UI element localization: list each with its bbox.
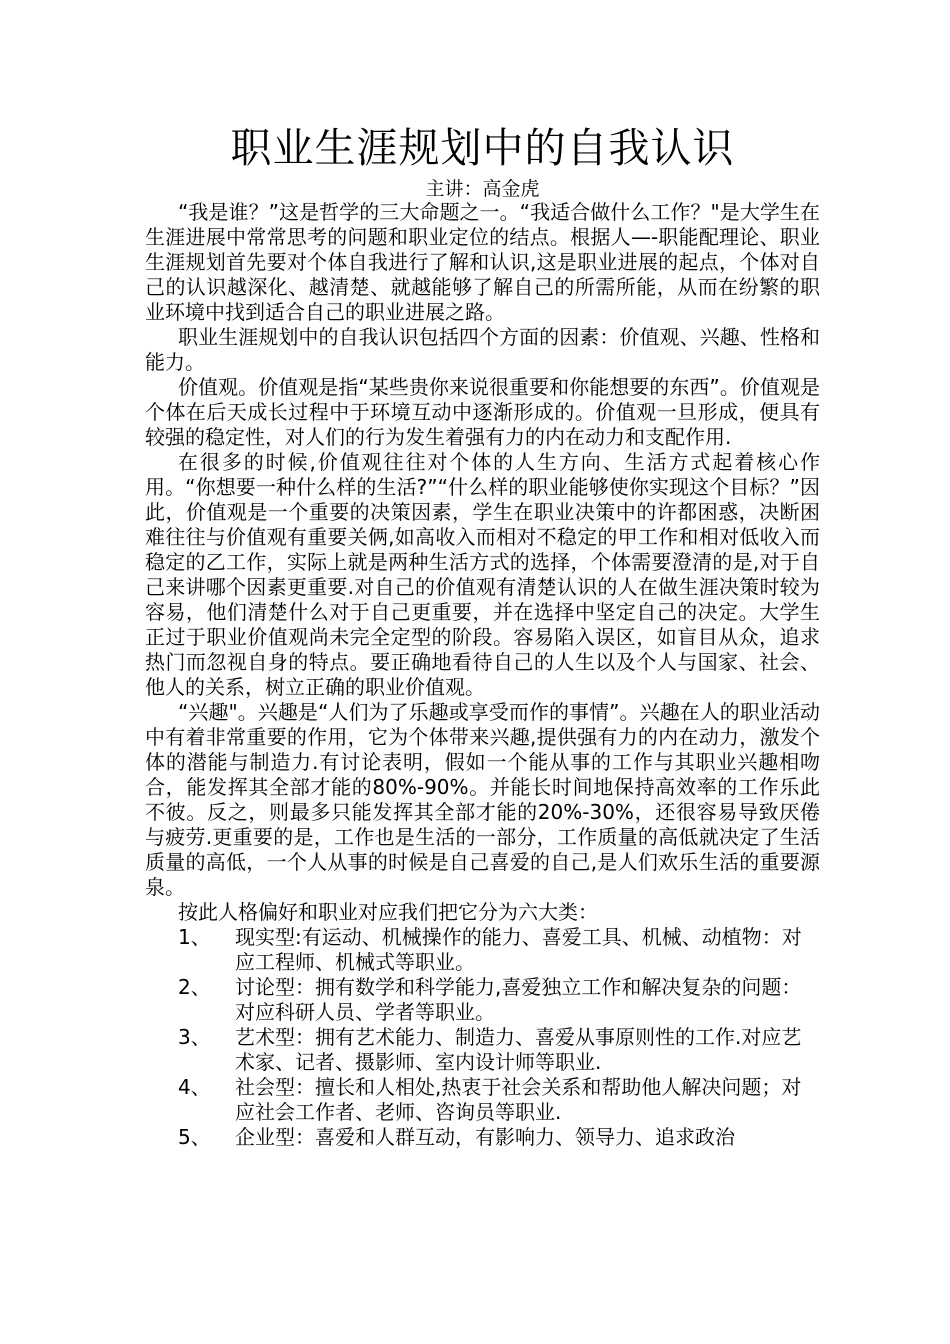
- paragraph-values: 价值观。价值观是指“某些贵你来说很重要和你能想要的东西”。价值观是个体在后天成长过程中于环境互动中逐渐形成的。价值观一旦形成，便具有较强的稳定性，对人们的行为发生着强有力的内在动力和支配作用.: [145, 375, 820, 449]
- list-item-number: 4、: [178, 1075, 211, 1099]
- list-item-number: 5、: [178, 1125, 211, 1149]
- document-page: [145, 118, 820, 1150]
- list-item: [145, 925, 820, 975]
- category-list: [145, 925, 820, 1150]
- paragraph-categories-intro: 按此人格偏好和职业对应我们把它分为六大类：: [178, 900, 598, 924]
- speaker-line: 主讲：高金虎: [425, 178, 540, 200]
- list-item: [145, 975, 820, 1025]
- list-item-number: 3、: [178, 1025, 211, 1049]
- list-item-text: 现实型:有运动、机械操作的能力、喜爱工具、机械、动植物：对应工程师、机械式等职业。: [235, 925, 802, 974]
- list-item-text: 社会型：擅长和人相处,热衷于社会关系和帮助他人解决问题；对应社会工作者、老师、咨询员等职业.: [235, 1075, 802, 1124]
- list-item: [145, 1025, 820, 1075]
- list-item-number: 2、: [178, 975, 211, 999]
- document-title: 职业生涯规划中的自我认识: [230, 124, 735, 172]
- paragraph-values-detail: 在很多的时候,价值观往往对个体的人生方向、生活方式起着核心作用。“你想要一种什么样的生活?”“什么样的职业能够使你实现这个目标？”因此，价值观是一个重要的决策因素，学生在职业决策中的许都困惑，决断困难往往与价值观有重要关俩,如高收入而相对不稳定的甲工作和相对低收入而稳定的乙工作，实际上就是两种生活方式的选择，个体需要澄清的是,对于自己来讲哪个因素更重要.对自己的价值观有清楚认识的人在做生涯决策时较为容易，他们清楚什么对于自己更重要，并在选择中坚定自己的决定。大学生正过于职业价值观尚未完全定型的阶段。容易陷入误区，如盲目从众，追求热门而忽视自身的特点。要正确地看待自己的人生以及个人与国家、社会、他人的关系，树立正确的职业价值观。: [145, 450, 820, 699]
- paragraph-interest: “兴趣"。兴趣是“人们为了乐趣或享受而作的事情”。兴趣在人的职业活动中有着非常重要的作用，它为个体带来兴趣,提供强有力的内在动力，激发个体的潜能与制造力.有讨论表明，假如一个能从事的工作与其职业兴趣相吻合，能发挥其全部才能的80%-90%。并能长时间地保持高效率的工作乐此不彼。反之，则最多只能发挥其全部才能的20%-30%，还很容易导致厌倦与疲劳.更重要的是，工作也是生活的一部分，工作质量的高低就决定了生活质量的高低，一个人从事的时候是自己喜爱的自己,是人们欢乐生活的重要源泉。: [145, 700, 820, 899]
- paragraph-factors: 职业生涯规划中的自我认识包括四个方面的因素：价值观、兴趣、性格和能力。: [145, 325, 820, 374]
- list-item: [145, 1125, 820, 1150]
- list-item-text: 讨论型：拥有数学和科学能力,喜爱独立工作和解决复杂的问题：对应科研人员、学者等职业。: [235, 975, 802, 1024]
- list-item: [145, 1075, 820, 1125]
- paragraph-intro: “我是谁？”这是哲学的三大命题之一。“我适合做什么工作？"是大学生在生涯进展中常常思考的问题和职业定位的结点。根据人—-职能配理论、职业生涯规划首先要对个体自我进行了解和认识,这是职业进展的起点，个体对自己的认识越深化、越清楚、就越能够了解自己的所需所能，从而在纷繁的职业环境中找到适合自己的职业进展之路。: [145, 200, 820, 324]
- list-item-text: 企业型：喜爱和人群互动，有影响力、领导力、追求政治: [235, 1125, 735, 1149]
- list-item-text: 艺术型：拥有艺术能力、制造力、喜爱从事原则性的工作.对应艺术家、记者、摄影师、室内设计师等职业.: [235, 1025, 802, 1074]
- list-item-number: 1、: [178, 925, 211, 949]
